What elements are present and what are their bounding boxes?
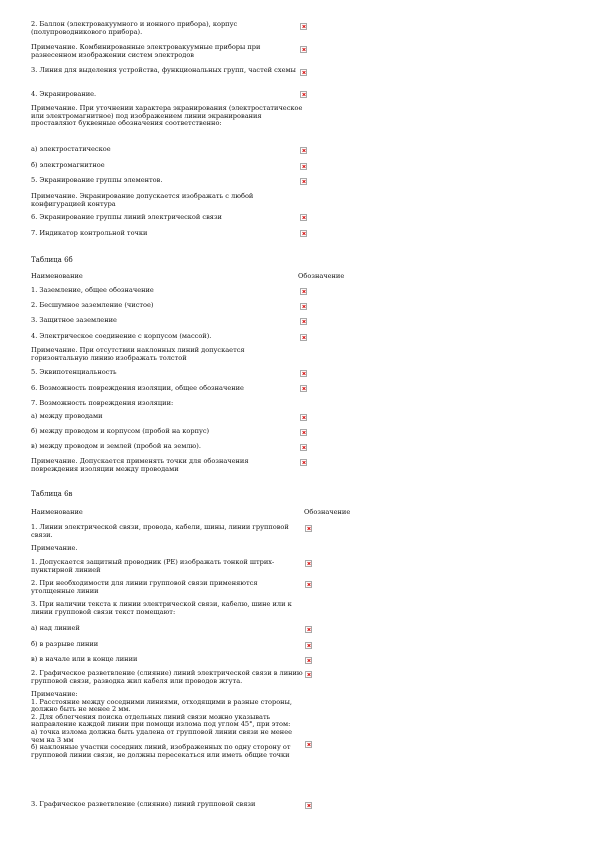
broken-image-icon [305, 626, 312, 633]
table-a-row-4: 4. Экранирование. [31, 90, 97, 98]
table-c-row-7: б) в разрыве линии [31, 640, 99, 648]
table-c-col-name: Наименование [31, 508, 83, 516]
table-a-row-6: а) электростатическое [31, 145, 111, 153]
broken-image-icon [305, 581, 312, 588]
table-a-row-11: 7. Индикатор контрольной точки [31, 229, 148, 237]
table-c-row-9: 2. Графическое разветвление (слияние) линий электрической связи в линию групповой связи, разводка жил кабеля или проводов жгута. [31, 669, 303, 685]
table-b-col-symbol: Обозначение [298, 272, 345, 280]
table-b-row-4: 4. Электрическое соединение с корпусом (массой). [31, 332, 212, 340]
table-b-row-7: 6. Возможность повреждения изоляции, общее обозначение [31, 384, 244, 392]
table-c-row-1: 1. Линии электрической связи, провода, кабели, шины, линии групповой связи. [31, 523, 289, 539]
table-b-row-9: а) между проводами [31, 412, 103, 420]
table-a-row-3: 3. Линия для выделения устройства, функциональных групп, частей схемы [31, 66, 296, 74]
broken-image-icon [300, 23, 307, 30]
table-c-row-8: в) в начале или в конце линии [31, 655, 138, 663]
table-c-title: Таблица 6в [31, 490, 73, 498]
table-a-row-1: 2. Баллон (электровакуумного и ионного прибора), корпус (полупроводникового прибора). [31, 20, 238, 36]
table-a-row-7: б) электромагнитное [31, 161, 105, 169]
table-b-row-6: 5. Эквипотенциальность [31, 368, 117, 376]
broken-image-icon [305, 560, 312, 567]
broken-image-icon [305, 657, 312, 664]
table-c-row-10: Примечание: 1. Расстояние между соседними линиями, отходящими в разные стороны, должно быть не менее 2 мм. 2. Для облегчения поиска отдельных линий связи можно указывать направление каждой линии при помощи излома под углом 45°, при этом: а) точка излома должна быть удалена от групповой линии связи не менее чем на 3 мм б) наклонные участки соседних линий, изображенных по одну сторону от групповой линии связи, не должны пересекаться или иметь общие точки [31, 690, 293, 759]
broken-image-icon [300, 230, 307, 237]
table-b-row-2: 2. Бесшумное заземление (чистое) [31, 301, 154, 309]
broken-image-icon [300, 459, 307, 466]
table-c-row-4: 2. При необходимости для линии групповой связи применяются утолщенные линии [31, 579, 258, 595]
table-a-row-2: Примечание. Комбинированные электровакуумные приборы при разнесенном изображении систем электродов [31, 43, 261, 59]
table-b-row-10: б) между проводом и корпусом (пробой на корпус) [31, 427, 210, 435]
broken-image-icon [300, 69, 307, 76]
broken-image-icon [300, 334, 307, 341]
table-b-row-3: 3. Защитное заземление [31, 316, 117, 324]
broken-image-icon [300, 414, 307, 421]
broken-image-icon [300, 46, 307, 53]
broken-image-icon [300, 429, 307, 436]
broken-image-icon [305, 525, 312, 532]
broken-image-icon [300, 214, 307, 221]
broken-image-icon [300, 163, 307, 170]
broken-image-icon [300, 318, 307, 325]
broken-image-icon [300, 91, 307, 98]
broken-image-icon [305, 802, 312, 809]
broken-image-icon [305, 741, 312, 748]
table-c-row-3: 1. Допускается защитный проводник (РЕ) изображать тонкой штрих-пунктирной линией [31, 558, 275, 574]
table-a-row-5: Примечание. При уточнении характера экранирования (электростатическое или электромагнитное) под изображением линии экранирования проставляют буквенные обозначения соответственно: [31, 104, 303, 128]
broken-image-icon [305, 642, 312, 649]
table-b-row-11: в) между проводом и землей (пробой на землю). [31, 442, 201, 450]
broken-image-icon [300, 370, 307, 377]
broken-image-icon [300, 178, 307, 185]
broken-image-icon [300, 303, 307, 310]
broken-image-icon [305, 671, 312, 678]
broken-image-icon [300, 147, 307, 154]
table-b-row-12: Примечание. Допускается применять точки для обозначения повреждения изоляции между проводами [31, 457, 249, 473]
broken-image-icon [300, 385, 307, 392]
broken-image-icon [300, 444, 307, 451]
table-a-row-9: Примечание. Экранирование допускается изображать с любой конфигурацией контура [31, 192, 254, 208]
table-a-row-8: 5. Экранирование группы элементов. [31, 176, 163, 184]
table-c-row-2: Примечание. [31, 544, 78, 552]
table-b-col-name: Наименование [31, 272, 83, 280]
table-b-row-1: 1. Заземление, общее обозначение [31, 286, 154, 294]
table-a-row-10: 6. Экранирование группы линий электрической связи [31, 213, 222, 221]
broken-image-icon [300, 288, 307, 295]
table-b-title: Таблица 6б [31, 256, 73, 264]
table-c-col-symbol: Обозначение [304, 508, 351, 516]
table-c-row-11: 3. Графическое разветвление (слияние) линий групповой связи [31, 800, 256, 808]
table-c-row-6: а) над линией [31, 624, 80, 632]
table-b-row-8: 7. Возможность повреждения изоляции: [31, 399, 174, 407]
table-b-row-5: Примечание. При отсутствии наклонных линий допускается горизонтальную линию изображать толстой [31, 346, 245, 362]
table-c-row-5: 3. При наличии текста к линии электрической связи, кабелю, шине или к линии групповой связи текст помещают: [31, 600, 292, 616]
